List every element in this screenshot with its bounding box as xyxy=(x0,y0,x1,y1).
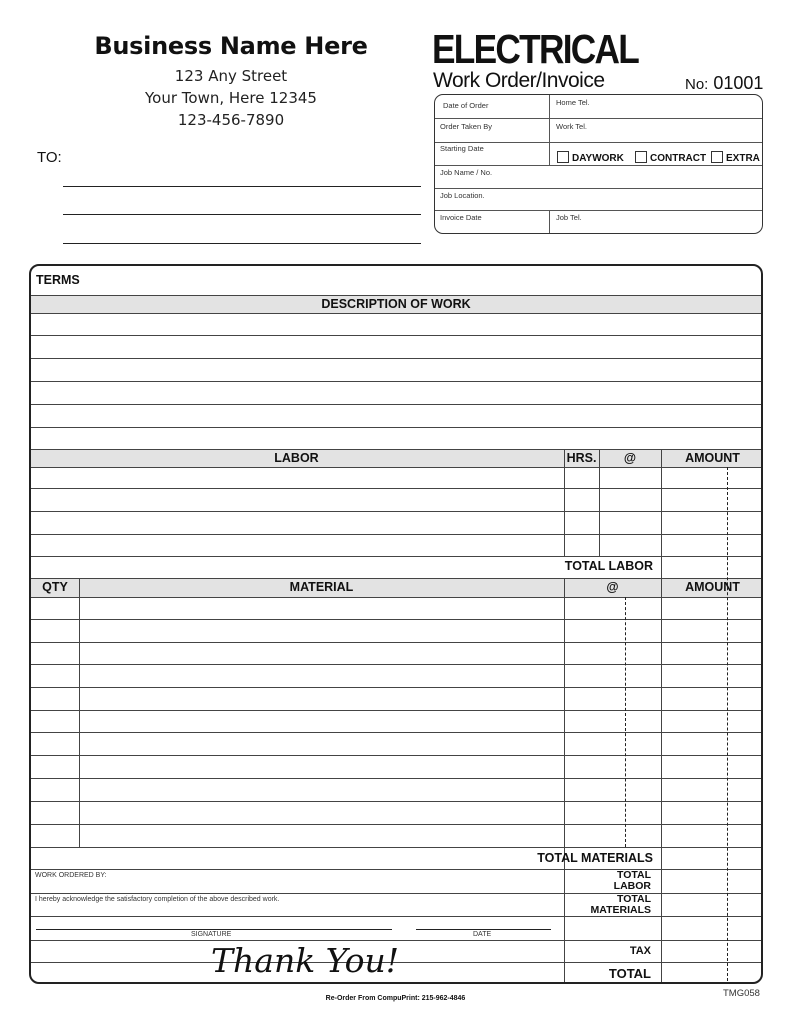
qty-header: QTY xyxy=(42,580,68,594)
business-name: Business Name Here xyxy=(94,32,368,60)
job-name-label[interactable]: Job Name / No. xyxy=(440,168,493,177)
grand-total-label: TOTAL xyxy=(608,966,651,981)
total-labor-label: TOTAL LABOR xyxy=(564,559,653,573)
business-phone: 123-456-7890 xyxy=(177,111,285,129)
row-line xyxy=(31,404,761,405)
job-tel-label[interactable]: Job Tel. xyxy=(556,213,582,222)
row-line xyxy=(31,916,761,917)
description-header: DESCRIPTION OF WORK xyxy=(321,297,471,311)
column-line xyxy=(564,578,565,984)
column-line xyxy=(661,449,662,984)
material-amount-header: AMOUNT xyxy=(685,580,740,594)
row-line xyxy=(31,449,761,450)
labor-amount-header: AMOUNT xyxy=(685,451,740,465)
material-header: MATERIAL xyxy=(289,580,354,594)
job-location-label[interactable]: Job Location. xyxy=(440,191,485,200)
signature-line[interactable] xyxy=(36,929,392,930)
business-city: Your Town, Here 12345 xyxy=(145,89,317,107)
number-value: 01001 xyxy=(713,73,764,93)
work-tel-label[interactable]: Work Tel. xyxy=(556,122,587,131)
date-label: DATE xyxy=(473,931,492,938)
to-line-2[interactable] xyxy=(63,214,421,215)
invoice-number xyxy=(685,73,763,94)
daywork-checkbox[interactable]: DAYWORK xyxy=(557,151,624,164)
row-line xyxy=(31,824,761,825)
row-line xyxy=(31,847,761,848)
row-line xyxy=(31,295,761,296)
row-line xyxy=(31,534,761,535)
row-line xyxy=(31,467,761,468)
row-line xyxy=(31,801,761,802)
order-info-box xyxy=(434,94,763,234)
row-line xyxy=(31,488,761,489)
row-line xyxy=(31,778,761,779)
date-line[interactable] xyxy=(416,929,551,930)
terms-label: TERMS xyxy=(36,273,80,287)
row-line xyxy=(31,335,761,336)
row-line xyxy=(31,381,761,382)
thank-you-text: Thank You! xyxy=(211,941,399,980)
to-line-3[interactable] xyxy=(63,243,421,244)
signature-label: SIGNATURE xyxy=(191,931,232,938)
amount-cents-divider xyxy=(727,467,728,984)
row-line xyxy=(31,732,761,733)
rate-header: @ xyxy=(623,451,637,465)
order-taken-by-label[interactable]: Order Taken By xyxy=(440,122,492,131)
contract-checkbox[interactable]: CONTRACT xyxy=(635,151,706,164)
summary-total-materials-label: TOTAL MATERIALS xyxy=(590,893,651,916)
work-order-table xyxy=(29,264,763,984)
date-of-order-label[interactable]: Date of Order xyxy=(443,101,489,110)
row-line xyxy=(31,869,761,870)
rate-cents-divider xyxy=(625,597,626,847)
row-line xyxy=(31,755,761,756)
hrs-header: HRS. xyxy=(566,451,597,465)
column-line xyxy=(599,449,600,556)
material-rate-header: @ xyxy=(606,580,619,594)
row-line xyxy=(31,313,761,314)
row-line xyxy=(31,578,761,579)
row-line xyxy=(31,511,761,512)
invoice-date-label[interactable]: Invoice Date xyxy=(440,213,482,222)
acknowledge-text: I hereby acknowledge the satisfactory completion of the above described work. xyxy=(35,896,280,903)
number-label: No: xyxy=(685,76,709,93)
form-code: TMG058 xyxy=(723,988,760,999)
row-line xyxy=(31,664,761,665)
to-label: TO: xyxy=(37,149,62,166)
extra-checkbox[interactable]: EXTRA xyxy=(711,151,760,164)
row-line xyxy=(31,893,761,894)
row-line xyxy=(31,556,761,557)
starting-date-label[interactable]: Starting Date xyxy=(440,144,484,153)
form-title: ELECTRICAL xyxy=(432,26,639,72)
summary-total-labor-label: TOTAL LABOR xyxy=(613,869,651,892)
form-subtitle: Work Order/Invoice xyxy=(433,69,605,92)
total-materials-label: TOTAL MATERIALS xyxy=(537,851,653,865)
column-line xyxy=(564,449,565,556)
reorder-text: Re-Order From CompuPrint: 215-962-4846 xyxy=(325,995,466,1002)
business-street: 123 Any Street xyxy=(174,67,288,85)
tax-label: TAX xyxy=(629,945,651,957)
to-line-1[interactable] xyxy=(63,186,421,187)
row-line xyxy=(31,427,761,428)
row-line xyxy=(31,687,761,688)
row-line xyxy=(31,597,761,598)
labor-header: LABOR xyxy=(274,451,319,465)
row-line xyxy=(31,642,761,643)
column-line xyxy=(79,578,80,847)
row-line xyxy=(31,358,761,359)
row-line xyxy=(31,710,761,711)
work-ordered-by-label[interactable]: WORK ORDERED BY: xyxy=(35,872,107,879)
home-tel-label[interactable]: Home Tel. xyxy=(556,98,590,107)
row-line xyxy=(31,619,761,620)
